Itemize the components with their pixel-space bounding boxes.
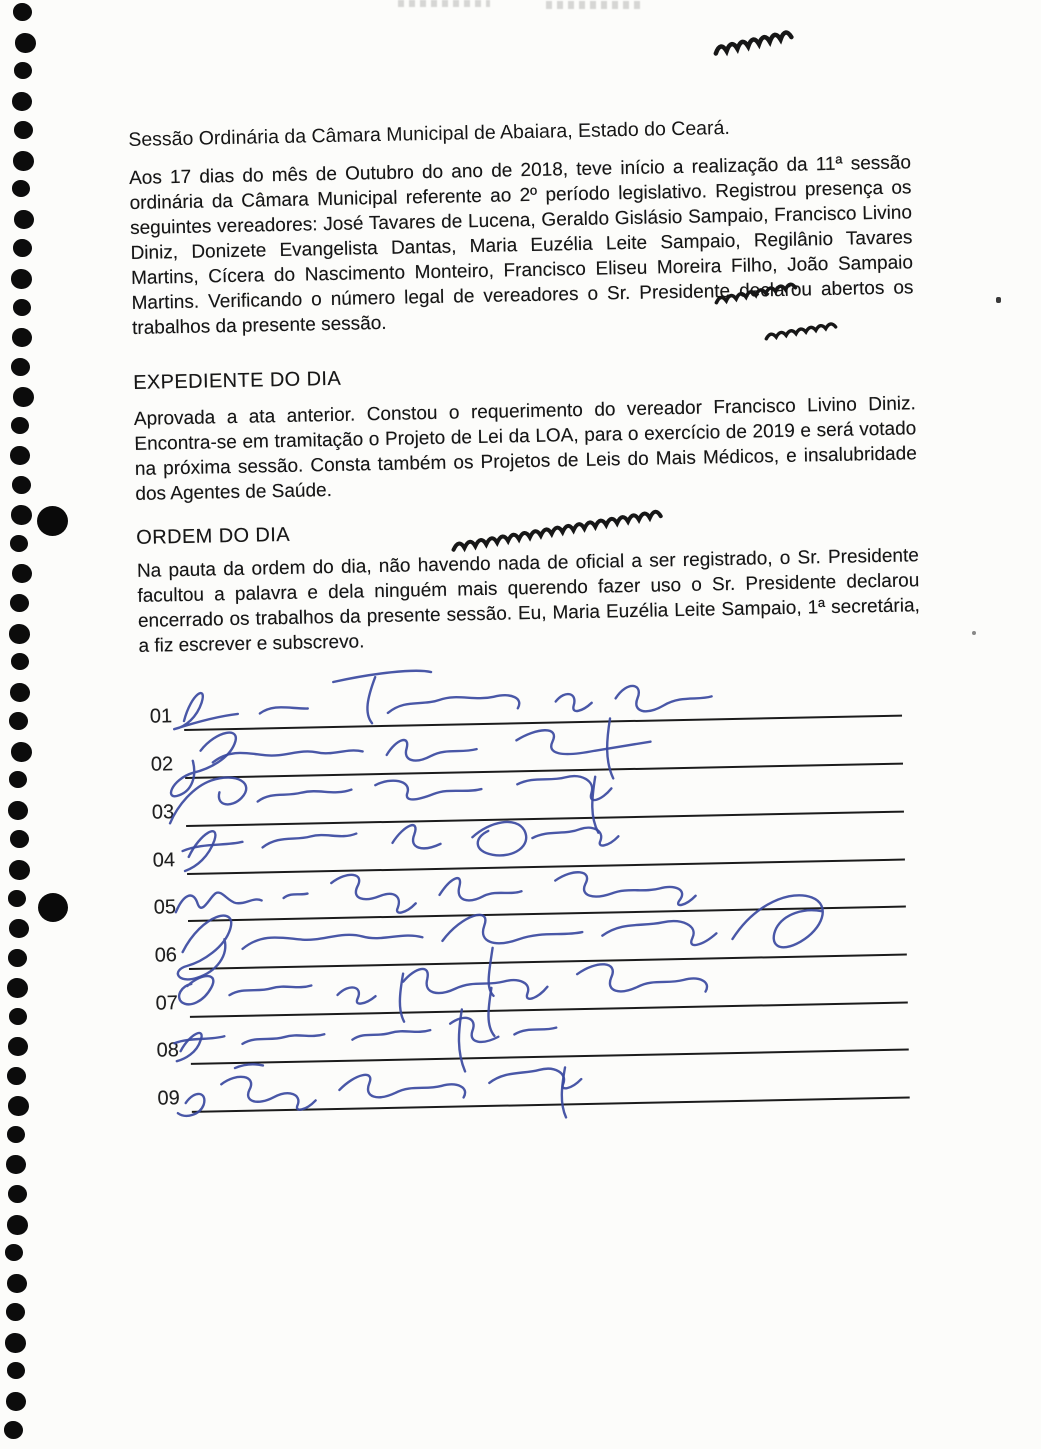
signature-handwriting (170, 1013, 892, 1147)
binding-hole (7, 1274, 27, 1293)
signature-row (157, 1072, 913, 1113)
binding-hole (7, 978, 28, 998)
binding-hole (12, 92, 32, 111)
binding-hole (6, 1303, 25, 1321)
binding-hole (11, 742, 32, 762)
signature-number: 09 (157, 1087, 181, 1110)
binding-hole (5, 1333, 26, 1353)
section-heading-expediente: EXPEDIENTE DO DIA (132, 367, 342, 394)
binding-hole (7, 1067, 26, 1085)
binding-hole (9, 712, 28, 730)
binding-hole (4, 1421, 23, 1439)
binding-hole (9, 860, 30, 880)
binding-hole (13, 299, 31, 316)
scan-speck (972, 631, 976, 635)
binding-hole (7, 1362, 25, 1379)
binding-hole (8, 1185, 27, 1203)
binding-hole (12, 180, 30, 197)
binding-hole (9, 919, 29, 938)
binding-hole (10, 535, 28, 552)
binding-hole (5, 1244, 23, 1261)
binding-hole (8, 1037, 28, 1056)
signature-number: 06 (154, 944, 178, 967)
binding-hole (10, 830, 29, 848)
hole-punch-mark (37, 506, 68, 536)
document-title: Sessão Ordinária da Câmara Municipal de Abaiara, Estado do Ceará. (128, 116, 731, 151)
binding-hole (8, 1096, 29, 1116)
binding-hole (11, 653, 29, 670)
scan-scribble-artifact (711, 26, 809, 62)
binding-hole (14, 62, 32, 79)
binding-hole (13, 387, 34, 407)
binding-hole (8, 890, 26, 907)
binding-hole (6, 1155, 26, 1174)
binding-hole (8, 801, 28, 820)
binding-hole (9, 624, 30, 644)
hole-punch-mark (38, 893, 68, 922)
signature-number: 02 (150, 753, 174, 776)
binding-hole (10, 446, 30, 465)
signature-number: 03 (151, 801, 175, 824)
scan-ghost-artifact (546, 1, 642, 9)
signature-number: 05 (153, 896, 177, 919)
binding-hole (8, 949, 27, 967)
scan-speck (996, 297, 1001, 303)
signature-number: 08 (156, 1039, 180, 1062)
binding-hole (12, 476, 31, 494)
signature-number: 04 (152, 849, 176, 872)
expediente-paragraph: Aprovada a ata anterior. Constou o requerimento do vereador Francisco Livino Diniz. Encontra-se em tramitação o Projeto de Lei da LOA, para o exercício de 2019 e será votado na próxima sessão. Consta também os Projetos de Leis do Mais Médicos, e insalubridade dos Agentes de Saúde. (133, 393, 917, 505)
document-body (128, 108, 933, 1184)
section-heading-ordem-do-dia: ORDEM DO DIA (136, 523, 291, 549)
binding-hole (11, 269, 32, 289)
binding-hole (13, 239, 32, 257)
binding-hole (10, 594, 29, 612)
opening-paragraph: Aos 17 dias do mês de Outubro do ano de 2018, teve início a realização da 11ª sessão ordinária da Câmara Municipal referente ao 2º período legislativo. Registrou presença os seguintes vereadores: José Tavares de Lucena, Geraldo Gislásio Sampaio, Francisco Livino Diniz, Donizete Evangelista Dantas, Maria Euzélia Leite Sampaio, Regilânio Tavares Martins, Cícera do Nascimento Monteiro, Francisco Eliseu Moreira Filho, João Sampaio Martins. Verificando o número legal de vereadores o Sr. Presidente declarou abertos os trabalhos da presente sessão. (128, 152, 914, 339)
binding-hole (14, 121, 33, 139)
binding-hole (12, 328, 32, 347)
binding-hole (7, 1126, 25, 1143)
binding-hole (13, 151, 34, 171)
signature-number: 01 (149, 705, 173, 728)
signature-number: 07 (155, 992, 179, 1015)
binding-hole (11, 505, 32, 525)
binding-hole (13, 3, 32, 21)
binding-holes-column (0, 0, 46, 1449)
binding-hole (15, 33, 36, 53)
binding-hole (14, 210, 34, 229)
binding-hole (9, 771, 27, 788)
ordem-do-dia-paragraph: Na pauta da ordem do dia, não havendo nada de oficial a ser registrado, o Sr. Presidente facultou a palavra e dela ninguém mais querendo fazer uso o Sr. Presidente declarou encerrado os trabalhos da presente sessão. Eu, Maria Euzélia Leite Sampaio, 1ª secretária, a fiz escrever e subscrevo. (136, 545, 921, 657)
binding-hole (11, 417, 29, 434)
binding-hole (6, 1392, 26, 1411)
binding-hole (12, 564, 32, 583)
binding-hole (10, 683, 30, 702)
scan-ghost-artifact (398, 0, 490, 7)
binding-hole (11, 358, 30, 376)
binding-hole (7, 1215, 28, 1235)
binding-hole (9, 1008, 27, 1025)
